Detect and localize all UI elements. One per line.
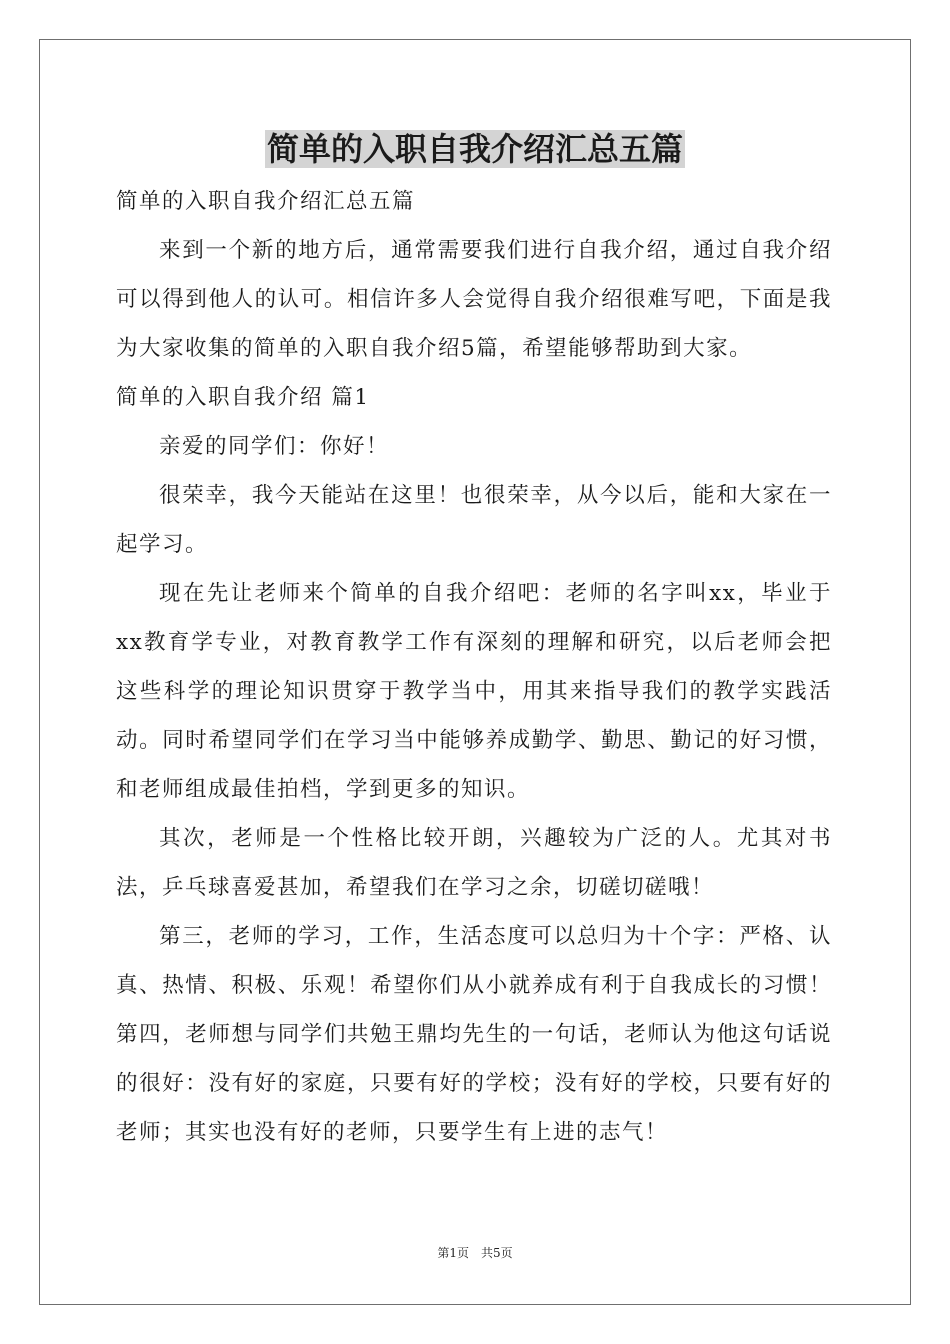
document-body	[116, 177, 832, 1157]
page-footer	[0, 1243, 950, 1263]
section-heading: 简单的入职自我介绍 篇1	[116, 385, 370, 410]
paragraph: 很荣幸，我今天能站在这里！也很荣幸，从今以后，能和大家在一起学习。	[116, 483, 832, 557]
paragraph-subtitle: 简单的入职自我介绍汇总五篇	[116, 189, 416, 214]
paragraph: 现在先让老师来个简单的自我介绍吧：老师的名字叫xx，毕业于xx教育学专业，对教育教学工作有深刻的理解和研究，以后老师会把这些科学的理论知识贯穿于教学当中，用其来指导我们的教学实践活动。同时希望同学们在学习当中能够养成勤学、勤思、勤记的好习惯，和老师组成最佳拍档，学到更多的知识。	[116, 581, 832, 802]
paragraph: 其次，老师是一个性格比较开朗，兴趣较为广泛的人。尤其对书法，乒乓球喜爱甚加，希望我们在学习之余，切磋切磋哦！	[116, 826, 832, 900]
page-number: 第1页 共5页	[437, 1246, 513, 1260]
paragraph-intro: 来到一个新的地方后，通常需要我们进行自我介绍，通过自我介绍可以得到他人的认可。相信许多人会觉得自我介绍很难写吧，下面是我为大家收集的简单的入职自我介绍5篇，希望能够帮助到大家。	[116, 238, 832, 361]
paragraph: 第三，老师的学习，工作，生活态度可以总归为十个字：严格、认真、热情、积极、乐观！希望你们从小就养成有利于自我成长的习惯！第四，老师想与同学们共勉王鼎均先生的一句话，老师认为他这句话说的很好：没有好的家庭，只要有好的学校；没有好的学校，只要有好的老师；其实也没有好的老师，只要学生有上进的志气！	[116, 924, 832, 1145]
document-title	[0, 123, 950, 175]
paragraph-greeting: 亲爱的同学们：你好！	[159, 434, 390, 459]
document-title-text: 简单的入职自我介绍汇总五篇	[266, 130, 683, 168]
